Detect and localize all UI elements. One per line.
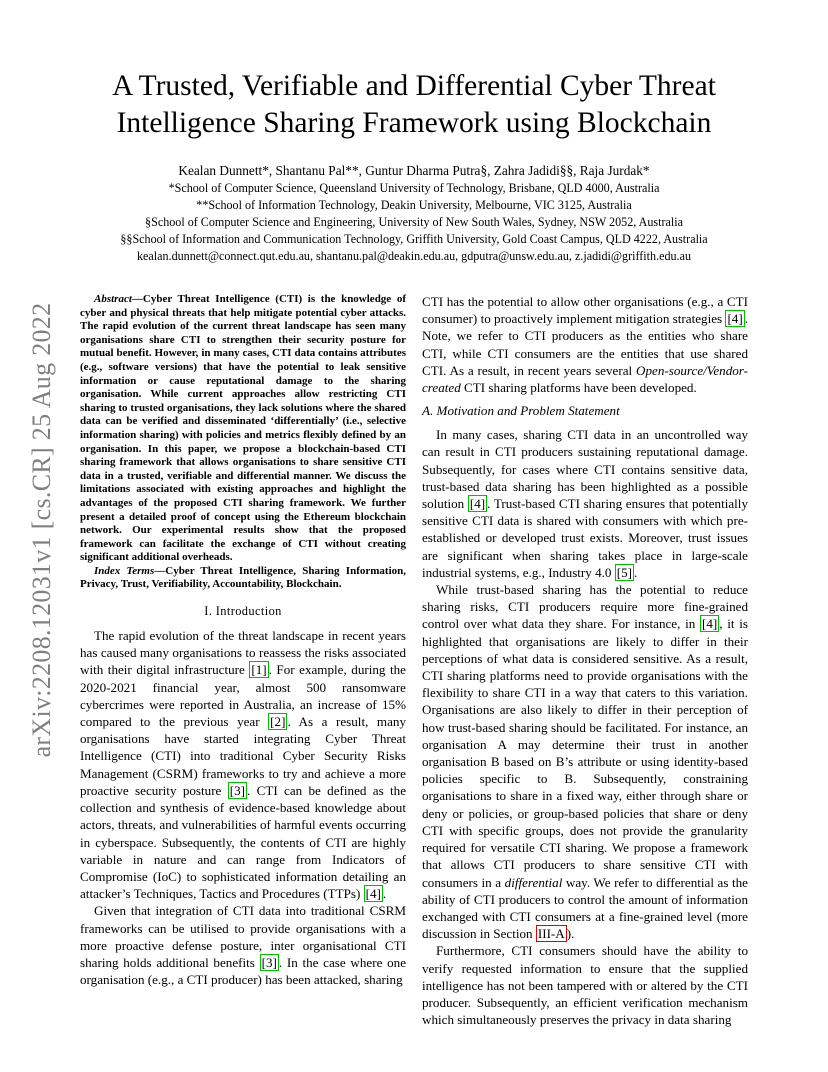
- left-column: [80, 293, 406, 988]
- citation-link[interactable]: [4]: [702, 616, 718, 632]
- author-list: Kealan Dunnett*, Shantanu Pal**, Guntur Dharma Putra§, Zahra Jadidi§§, Raja Jurdak*: [178, 163, 650, 178]
- arxiv-id: arXiv:2208.12031v1 [cs.CR] 25 Aug 2022: [27, 302, 56, 758]
- citation-link[interactable]: [4]: [365, 886, 381, 902]
- motivation-paragraph-1: In many cases, sharing CTI data in an uncontrolled way can result in CTI producers sustaining reputational damage. Subsequently, for cases where CTI contains sensitive data, trust-based data sharing has been highlighted as a possible solution [4] . Trust-based CTI sharing ensures that potentially sensitive CTI data is shared with consumers with which pre-established or developed trust exists. Moreover, trust issues are significant when sharing takes place in large-scale industrial systems, e.g., Industry 4.0 [5] .: [422, 427, 748, 580]
- abstract-label: Abstract: [94, 293, 132, 305]
- motivation-paragraph-3: Furthermore, CTI consumers should have the ability to verify requested information to ensure that the supplied intelligence has not been tampered with or altered by the CTI producer. Subsequently, an efficient verification mechanism which simultaneously preserves the privacy in data sharing: [422, 943, 748, 1028]
- citation-link[interactable]: [1]: [251, 662, 267, 678]
- abstract: [80, 293, 406, 565]
- title-line-1: A Trusted, Verifiable and Differential Cyber Threat: [112, 70, 716, 102]
- affiliation-unsw: §School of Computer Science and Engineering, University of New South Wales, Sydney, NSW 2052, Australia: [145, 215, 683, 229]
- arxiv-stamp: [22, 290, 62, 770]
- citation-link[interactable]: [4]: [469, 496, 486, 512]
- citation-link[interactable]: [5]: [616, 564, 633, 580]
- author-emails: kealan.dunnett@connect.qut.edu.au, shantanu.pal@deakin.edu.au, gdputra@unsw.edu.au, z.jadidi@griffith.edu.au: [136, 249, 691, 263]
- citation-link[interactable]: [3]: [229, 782, 245, 798]
- motivation-paragraph-2: While trust-based sharing has the potential to reduce sharing risks, CTI producers require more fine-grained control over what data they share. For instance, in [4] , it is highlighted that organisations are likely to differ in their perceptions of what data is considered sensitive. As a result, CTI sharing platforms need to provide organisations with the flexibility to share CTI in a way that caters to this variation. Organisations are also likely to differ in their perception of how trust-based sharing should be facilitated. For instance, an organisation A may determine their trust in another organisation B based on B’s attribute or using identity-based policies specific to B. Subsequently, constraining organisations to share in a fixed way, either through share or deny or policies, or group-based policies that share or deny CTI with specific groups, does not provide the granularity required for versatile CTI sharing. We propose a framework that allows CTI producers to share sensitive CTI with consumers in a differential way. We refer to differential as the ability of CTI producers to control the amount of information exchanged with CTI consumers at a fine-grained level (more discussion in Section III-A ).: [422, 582, 748, 942]
- index-terms-text: —Cyber Threat Intelligence, Sharing Information, Privacy, Trust, Verifiability, Accountability, Blockchain.: [80, 564, 406, 591]
- right-paragraph-0: CTI has the potential to allow other organisations (e.g., a CTI consumer) to proactively implement mitigation strategies [4] . Note, we refer to CTI producers as the entities who share CTI, while CTI consumers are the entities that use shared CTI. As a result, in recent years several Open-source/Vendor-created CTI sharing platforms have been developed.: [422, 294, 748, 396]
- intro-paragraph-1: The rapid evolution of the threat landscape in recent years has caused many organisations to reassess the risks associated with their digital infrastructure [1] . For example, during the 2020-2021 financial year, almost 500 ransomware cybercrimes were reported in Australia, an increase of 15% compared to the previous year [2] . As a result, many organisations have started integrating Cyber Threat Intelligence (CTI) into traditional Cyber Security Risks Management (CSRM) frameworks to try and achieve a more proactive security posture [3] . CTI can be defined as the collection and synthesis of evidence-based knowledge about actors, threats, and vulnerabilities of harmful events occurring in cyberspace. Subsequently, the contents of CTI are highly variable in nature and can range from Indicators of Compromise (IoC) to sophisticated information detailing an attacker’s Techniques, Tactics and Procedures (TTPs) [4] .: [80, 628, 407, 902]
- affiliation-deakin: **School of Information Technology, Deakin University, Melbourne, VIC 3125, Australia: [196, 198, 632, 212]
- title-line-2: Intelligence Sharing Framework using Blockchain: [116, 107, 712, 139]
- right-column: [422, 293, 748, 1028]
- index-terms: [80, 565, 406, 592]
- section-link[interactable]: III-A: [537, 926, 565, 942]
- intro-paragraph-2: Given that integration of CTI data into traditional CSRM frameworks can be utilised to provide organisations with a more proactive defense posture, inter organisational CTI sharing holds additional benefits [3] . In the case where one organisation (e.g., a CTI producer) has been attacked, sharing: [80, 903, 407, 988]
- section-heading-introduction: I. Introduction: [204, 604, 282, 619]
- affiliation-qut: *School of Computer Science, Queensland University of Technology, Brisbane, QLD 4000, Australia: [168, 181, 660, 195]
- abstract-text: —Cyber Threat Intelligence (CTI) is the knowledge of cyber and physical threats that help mitigate potential cyber attacks. The rapid evolution of the current threat landscape has seen many organisations share CTI to strengthen their security posture for mutual benefit. However, in many cases, CTI data contains attributes (e.g., software versions) that have the potential to leak sensitive information or cause reputational damage to the sharing organisation. While current approaches allow restricting CTI sharing to trusted organisations, they lack solutions where the shared data can be verified and disseminated ‘differentially’ (i.e., selective information sharing) with policies and metrics flexibly defined by an organisation. In this paper, we propose a blockchain-based CTI sharing framework that allows organisations to share sensitive CTI data in a trusted, verifiable and differential manner. We discuss the limitations associated with existing approaches and highlight the advantages of the proposed CTI sharing framework. We further present a detailed proof of concept using the Ethereum blockchain network. Our experimental results show that the proposed framework can facilitate the exchange of CTI without creating significant additional overheads.: [80, 293, 406, 564]
- index-terms-label: Index Terms: [94, 564, 155, 577]
- paper-title: [0, 68, 828, 142]
- subsection-heading-motivation: A. Motivation and Problem Statement: [422, 403, 620, 419]
- citation-link[interactable]: [4]: [727, 311, 743, 327]
- citation-link[interactable]: [2]: [270, 714, 286, 730]
- affiliation-griffith: §§School of Information and Communication Technology, Griffith University, Gold Coast Campus, QLD 4222, Australia: [120, 232, 708, 246]
- citation-link[interactable]: [3]: [261, 954, 277, 970]
